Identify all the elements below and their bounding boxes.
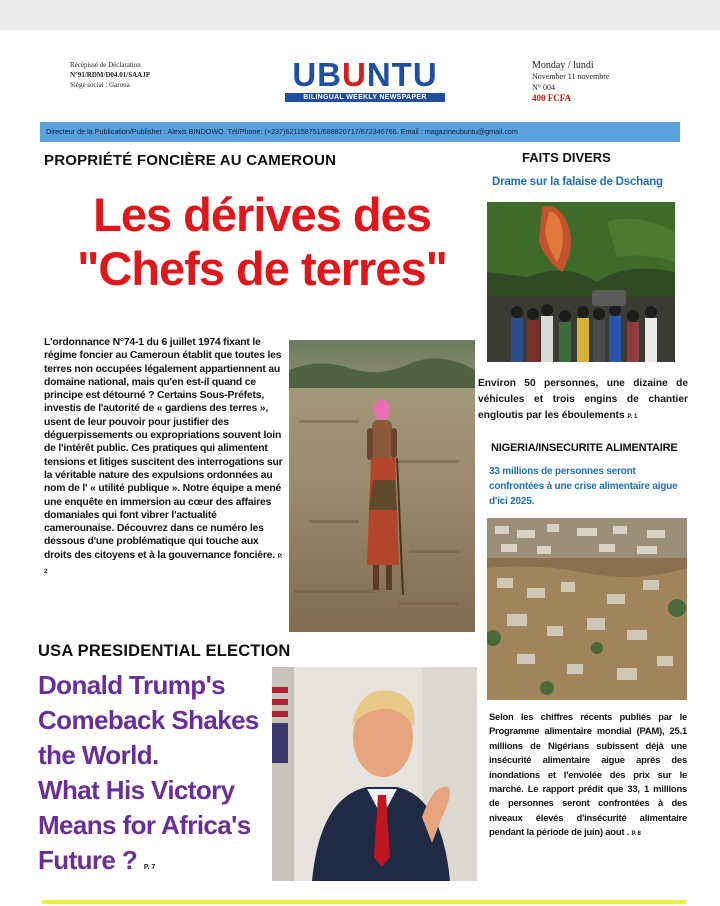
lead-page-ref: P. 2 [44,553,283,576]
photo-landslide [487,202,675,362]
issue-price: 400 FCFA [532,93,572,103]
trump-headline-line-2: Comeback Shakes [38,705,259,735]
lead-headline-line-2: "Chefs de terres" [77,242,447,295]
registration-line-2: N°91/RDM/D04.01/SAAJP [70,71,150,79]
trump-headline-line-1: Donald Trump's [38,670,226,700]
registration-line-1: Récépissé de Déclaration [70,61,141,69]
logo-tagline: BILINGUAL WEEKLY NEWSPAPER [285,93,445,102]
nigeria-text: Selon les chiffres récents publiés par le Programme alimentaire mondial (PAM), 25.1 millions de Nigérians subissent déjà une insécurité alimentaire aigue après des inondations et l'envolée des prix sur le marché. Le rapport prédit que 33, 1 millions de personnes seront confrontées à des niveaux élevés d'insécurité alimentaire pendant la période de juin) aout . [489,711,687,838]
newspaper-logo [285,58,445,102]
issue-day: Monday / lundi [532,60,594,71]
faits-divers-page-ref: P. 1 [627,414,638,420]
nigeria-page-ref: P. 8 [631,831,641,838]
lead-headline-line-1: Les dérives des [93,188,431,241]
registration-info [70,60,250,90]
lead-kicker: PROPRIÉTÉ FONCIÈRE AU CAMEROUN [44,152,337,169]
top-strip [0,0,720,30]
trump-headline-line-4: What His Victory [38,775,235,805]
usa-section: USA PRESIDENTIAL ELECTION [38,642,291,660]
faits-divers-body [478,376,688,425]
lead-headline [42,188,482,296]
nigeria-section: NIGERIA/INSECURITE ALIMENTAIRE [491,442,678,454]
lead-body [44,336,284,579]
trump-headline-line-6: Future ? [38,845,138,875]
nigeria-body [489,710,687,842]
logo-wordmark: UBUNTU [292,56,438,93]
photo-politician [272,667,477,881]
photo-woman-in-field [289,340,475,632]
trump-headline-line-3: the World. [38,740,159,770]
nigeria-subtitle: 33 millions de personnes seront confrontées à une crise alimentaire aigue d'ici 2025. [489,466,678,507]
faits-divers-section: FAITS DIVERS [522,150,611,165]
publisher-contact-bar: Directeur de la Publication/Publisher : Alexis BINDOWO. Tél/Phone: (+237)621158751/688820717/672346766. Email : magazineubuntu@gmail.com [40,122,680,142]
issue-info [532,60,682,104]
trump-headline [38,668,278,885]
trump-headline-line-5: Means for Africa's [38,810,251,840]
faits-divers-subtitle: Drame sur la falaise de Dschang [492,176,663,188]
issue-date: November 11 novembre [532,72,610,81]
faits-divers-text: Environ 50 personnes, une dizaine de véhicules et trois engins de chantier engloutis par les éboulements [478,378,688,421]
trump-headline-line-6-wrap [38,843,278,885]
lead-body-text: L'ordonnance N°74-1 du 6 juillet 1974 fixant le régime foncier au Cameroun établit que toutes les terres non occupées légalement appartiennent au domaine national, mais qu'en est-il quand ce principe est détourné ? Certains Sous-Préfets, investis de l'autorité de « gardiens des terres », usent de leur pouvoir pour justifier des déguerpissements ou expropriations souvent loin de l'intérêt public. Ces pratiques qui alimentent tensions et litiges suscitent des interrogations sur la véritable nature des expulsions ordonnées au nom de l' « utilité publique ». Notre équipe a mené une enquête en immersion au cœur des affaires domaniales qui font vibrer l'actualité camerounaise. Découvrez dans ce numéro les dessous d'une problématique qui touche aux droits des citoyens et à la gouvernance foncière. [44,337,283,561]
photo-flooded-city [487,518,687,700]
registration-line-3: Siège social : Garoua [70,81,130,89]
usa-page-ref: P. 7 [143,864,156,871]
issue-number: N° 004 [532,83,555,92]
bottom-rule [42,900,686,904]
